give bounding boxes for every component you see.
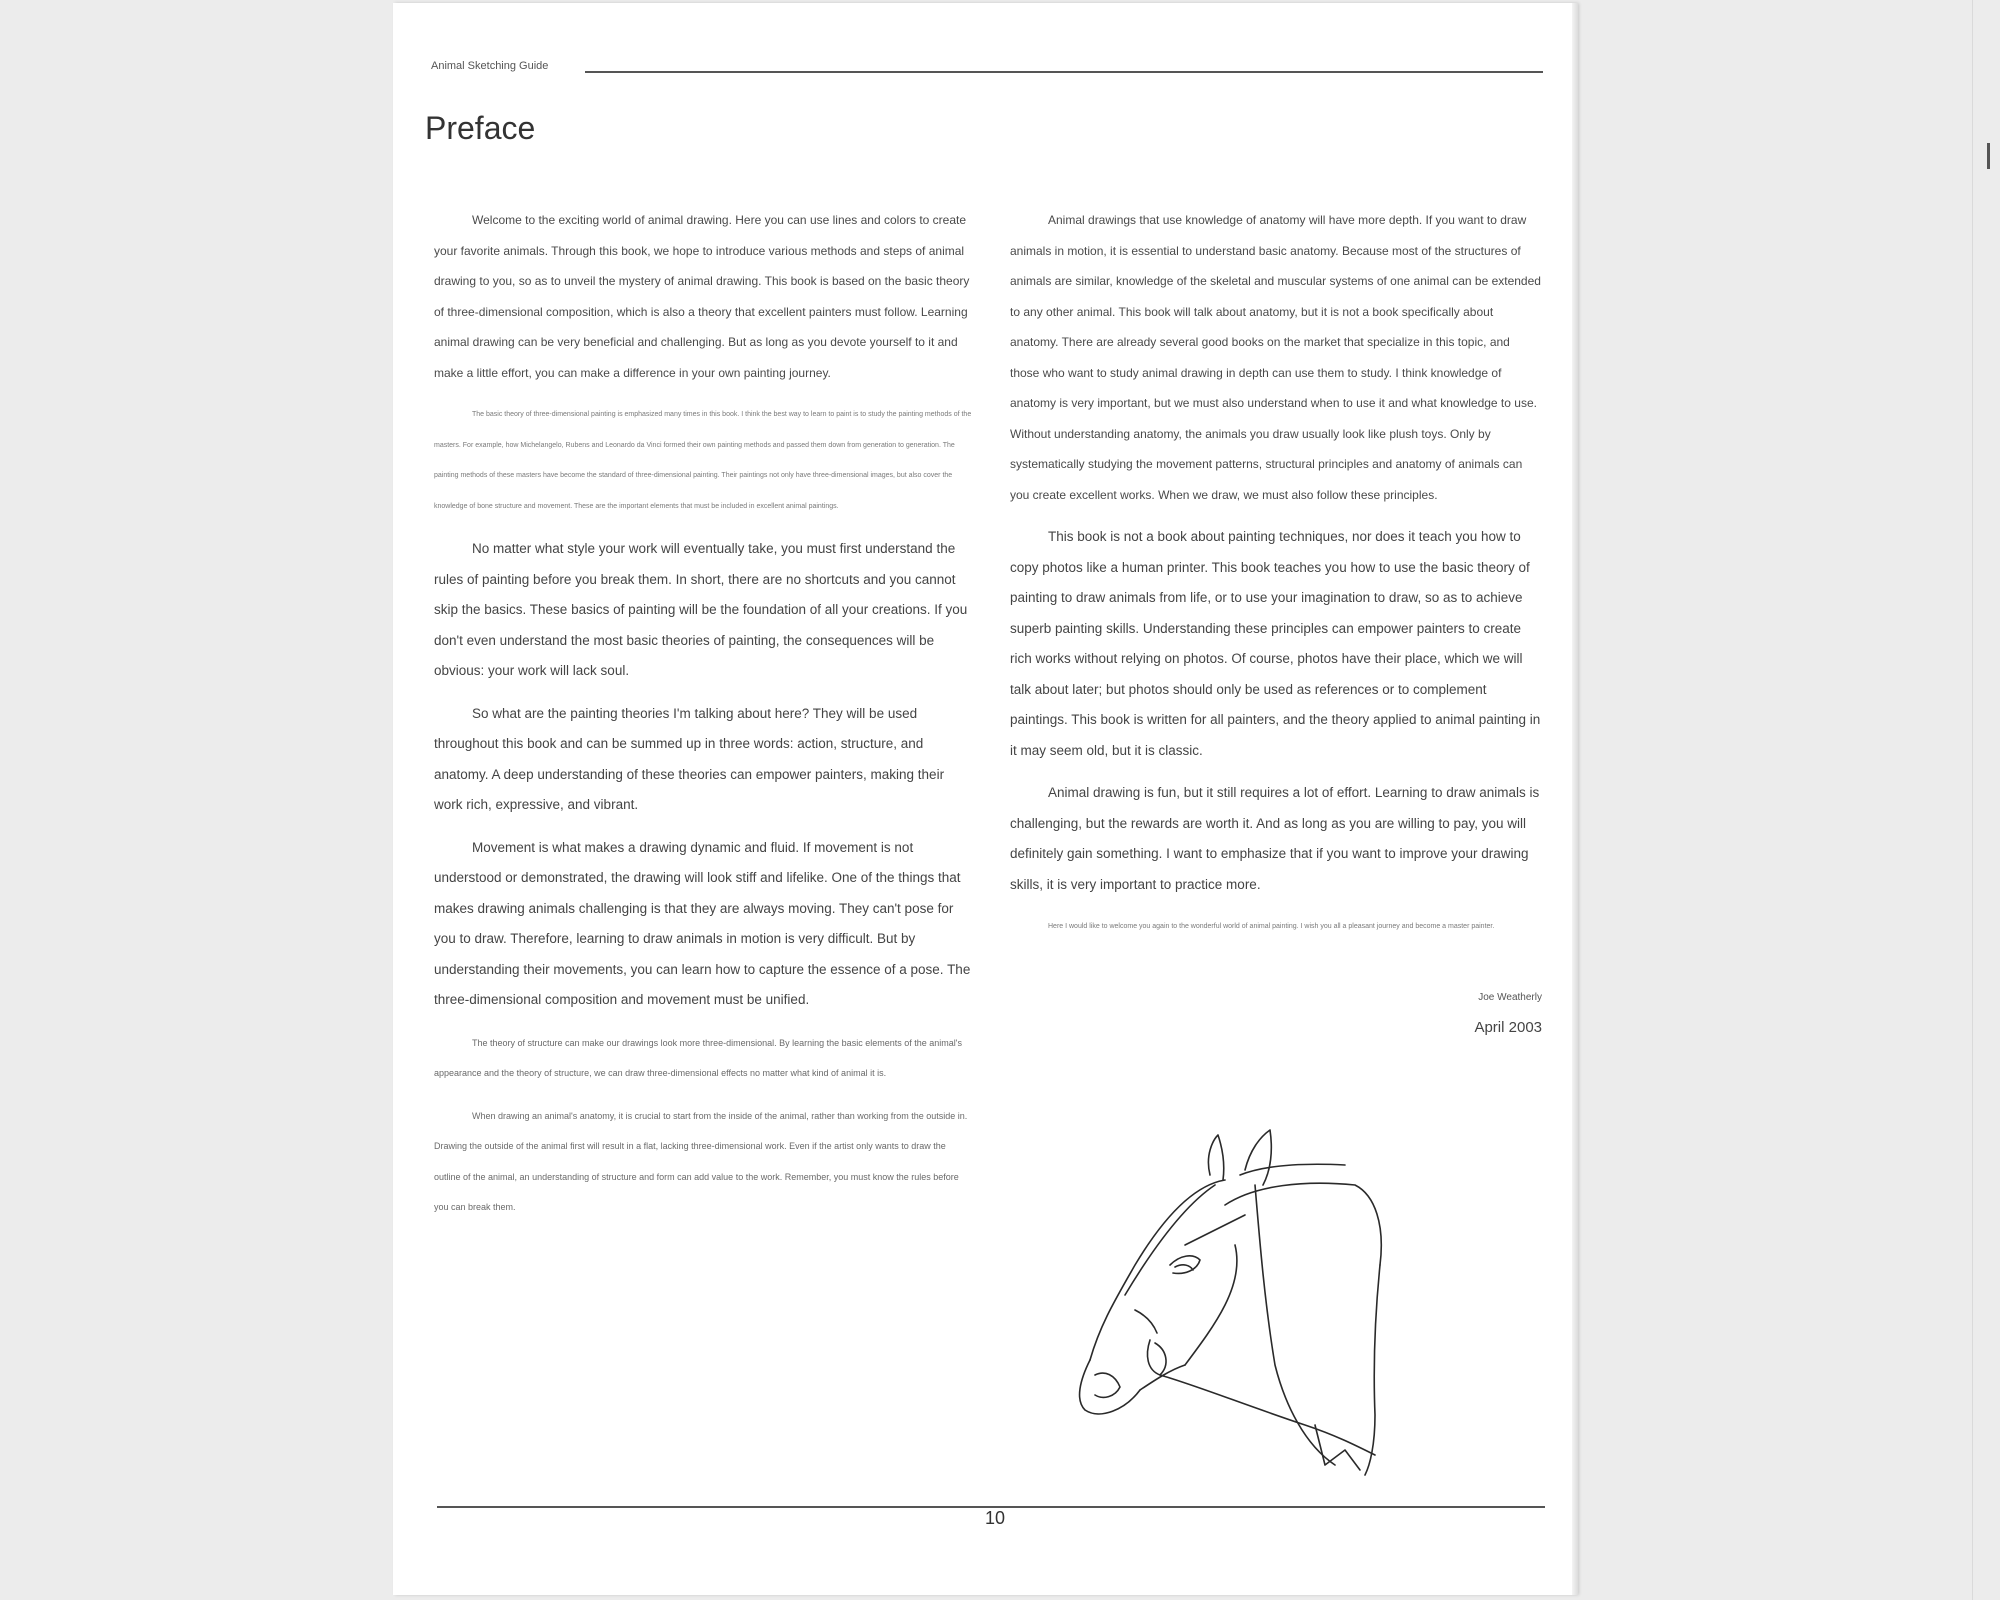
signature-block	[1010, 983, 1542, 1043]
paragraph: Welcome to the exciting world of animal drawing. Here you can use lines and colors to create your favorite animals. Through this book, we hope to introduce various methods and steps of animal drawing to you, so as to unveil the mystery of animal drawing. This book is based on the basic theory of three-dimensional composition, which is also a theory that excellent painters must follow. Learning animal drawing can be very beneficial and challenging. But as long as you devote yourself to it and make a little effort, you can make a difference in your own painting journey.	[434, 213, 970, 380]
paragraph: The theory of structure can make our drawings look more three-dimensional. By learning the basic elements of the animal's appearance and the theory of structure, we can draw three-dimensional effects no matter what kind of animal it is.	[434, 1037, 962, 1078]
horse-head-sketch	[1075, 1125, 1435, 1485]
text-cursor	[1987, 143, 1990, 169]
page-title: Preface	[425, 110, 536, 146]
paragraph: The basic theory of three-dimensional painting is emphasized many times in this book. I think the best way to learn to paint is to study the painting methods of the masters. For example, how Michelangelo, Rubens and Leonardo da Vinci formed their own painting methods and passed them down from generation to generation. The painting methods of these masters have become the standard of three-dimensional painting. Their paintings not only have three-dimensional images, but also cover the knowledge of bone structure and movement. These are the important elements that must be included in excellent animal paintings.	[434, 411, 972, 510]
signature-date: April 2003	[1474, 1018, 1542, 1036]
page-edge-shadow	[1572, 3, 1578, 1595]
paragraph: This book is not a book about painting techniques, nor does it teach you how to copy photos like a human printer. This book teaches you how to use the basic theory of painting to draw animals from life, or to use your imagination to draw, so as to achieve superb painting skills. Understanding these principles can empower painters to create rich works without relying on photos. Of course, photos have their place, which we will talk about later; but photos should only be used as references or to complement paintings. This book is written for all painters, and the theory applied to animal painting in it may seem old, but it is classic.	[1010, 529, 1541, 758]
header-rule	[585, 71, 1543, 73]
paragraph: Movement is what makes a drawing dynamic and fluid. If movement is not understood or demonstrated, the drawing will look stiff and lifelike. One of the things that makes drawing animals challenging is that they are always moving. They can't pose for you to draw. Therefore, learning to draw animals in motion is very difficult. But by understanding their movements, you can learn how to capture the essence of a pose. The three-dimensional composition and movement must be unified.	[434, 839, 971, 1007]
paragraph: When drawing an animal's anatomy, it is crucial to start from the inside of the animal, rather than working from the outside in. Drawing the outside of the animal first will result in a flat, lacking three-dimensional work. Even if the artist only wants to draw the outline of the animal, an understanding of structure and form can add value to the work. Remember, you must know the rules before you can break them.	[434, 1110, 968, 1212]
author-name: Joe Weatherly	[1478, 991, 1542, 1003]
paragraph: Animal drawing is fun, but it still requires a lot of effort. Learning to draw animals is challenging, but the rewards are worth it. And as long as you are willing to pay, you will definitely gain something. I want to emphasize that if you want to improve your drawing skills, it is very important to practice more.	[1010, 785, 1540, 892]
window-divider	[1972, 0, 1973, 1600]
paragraph: No matter what style your work will eventually take, you must first understand the rules of painting before you break them. In short, there are no shortcuts and you cannot skip the basics. These basics of painting will be the foundation of all your creations. If you don't even understand the most basic theories of painting, the consequences will be obvious: your work will lack soul.	[434, 541, 968, 678]
paragraph: Animal drawings that use knowledge of anatomy will have more depth. If you want to draw animals in motion, it is essential to understand basic anatomy. Because most of the structures of animals are similar, knowledge of the skeletal and muscular systems of one animal can be extended to any other animal. This book will talk about anatomy, but it is not a book specifically about anatomy. There are already several good books on the market that specialize in this topic, and those who want to study animal drawing in depth can use them to study. I think knowledge of anatomy is very important, but we must also understand when to use it and what knowledge to use. Without understanding anatomy, the animals you draw usually look like plush toys. Only by systematically studying the movement patterns, structural principles and anatomy of animals can you create excellent works. When we draw, we must also follow these principles.	[1010, 213, 1541, 502]
paragraph: So what are the painting theories I'm talking about here? They will be used throughout this book and can be summed up in three words: action, structure, and anatomy. A deep understanding of these theories can empower painters, making their work rich, expressive, and vibrant.	[434, 705, 945, 812]
running-header: Animal Sketching Guide	[431, 60, 549, 72]
page-number: 10	[984, 1508, 1006, 1528]
left-column	[434, 205, 974, 1235]
right-column	[1010, 205, 1542, 1043]
paragraph: Here I would like to welcome you again to the wonderful world of animal painting. I wish you all a pleasant journey and become a master painter.	[1048, 923, 1495, 930]
